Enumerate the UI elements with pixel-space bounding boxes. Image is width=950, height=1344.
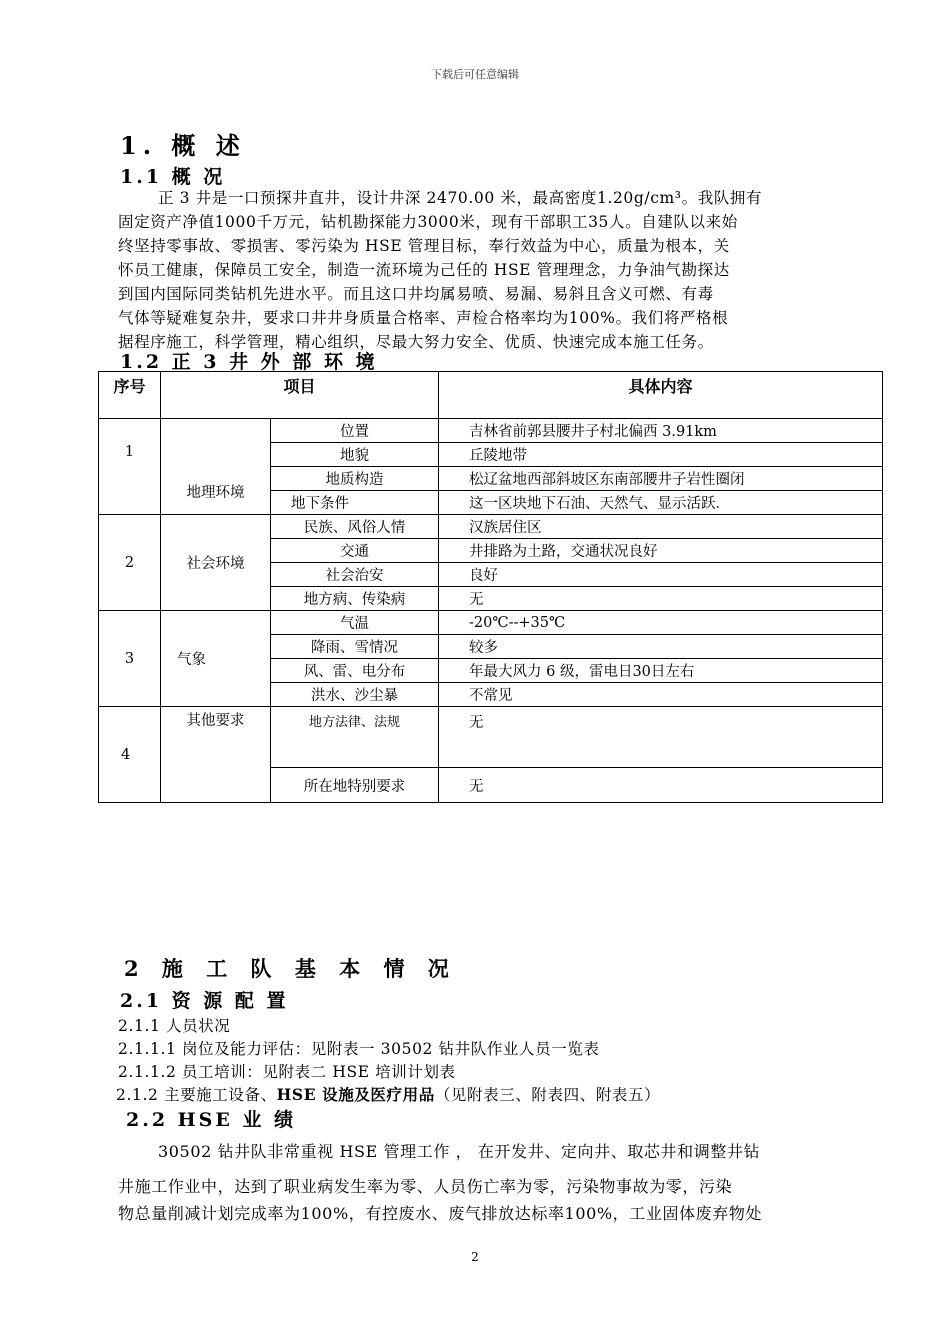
equipment-prefix: 2.1.2 主要施工设备、 bbox=[116, 1086, 277, 1104]
row-content: 吉林省前郭县腰井子村北偏西 3.91km bbox=[439, 419, 883, 443]
overview-line: 固定资产净值1000千万元，钻机勘探能力3000米，现有干部职工35人。自建队以来始 bbox=[118, 213, 738, 231]
page-header: 下载后可任意编辑 bbox=[431, 68, 519, 81]
row-content: 松辽盆地西部斜坡区东南部腰井子岩性圈闭 bbox=[439, 467, 883, 491]
row-content: 无 bbox=[439, 768, 883, 803]
row-item: 地貌 bbox=[271, 443, 439, 467]
row-content: 良好 bbox=[439, 563, 883, 587]
row-category: 地理环境 bbox=[161, 419, 271, 515]
table-row bbox=[99, 611, 883, 635]
overview-paragraph bbox=[118, 186, 830, 354]
row-content: 无 bbox=[439, 707, 883, 768]
row-item: 所在地特别要求 bbox=[271, 768, 439, 803]
row-content: 井排路为土路，交通状况良好 bbox=[439, 539, 883, 563]
overview-line: 正 3 井是一口预探井直井，设计井深 2470.00 米，最高密度1.20g/cm³。我队拥有 bbox=[158, 189, 763, 207]
overview-line: 到国内国际同类钻机先进水平。而且这口井均属易喷、易漏、易斜且含义可燃、有毒 bbox=[118, 285, 714, 303]
row-category: 气象 bbox=[161, 611, 271, 707]
section-2-2-title: 2.2 HSE 业 绩 bbox=[126, 1109, 297, 1131]
header-content: 具体内容 bbox=[439, 372, 883, 419]
row-content: 年最大风力 6 级，雷电日30日左右 bbox=[439, 659, 883, 683]
table-row bbox=[99, 707, 883, 768]
table-header-row bbox=[99, 372, 883, 419]
row-item: 降雨、雪情况 bbox=[271, 635, 439, 659]
page-number: 2 bbox=[471, 1250, 479, 1264]
row-content: 汉族居住区 bbox=[439, 515, 883, 539]
table-row bbox=[99, 515, 883, 539]
staff-training-line: 2.1.1.2 员工培训：见附表二 HSE 培训计划表 bbox=[118, 1063, 456, 1081]
row-content: -20℃--+35℃ bbox=[439, 611, 883, 635]
overview-line: 气体等疑难复杂井，要求口井井身质量合格率、声检合格率均为100%。我们将严格根 bbox=[118, 309, 729, 327]
overview-line: 据程序施工，科学管理，精心组织，尽最大努力安全、优质、快速完成本施工任务。 bbox=[118, 333, 714, 351]
row-no: 4 bbox=[99, 707, 161, 803]
row-item: 地方法律、法规 bbox=[271, 707, 439, 768]
row-no: 3 bbox=[99, 611, 161, 707]
row-content: 不常见 bbox=[439, 683, 883, 707]
row-item: 地下条件 bbox=[271, 491, 439, 515]
row-item: 社会治安 bbox=[271, 563, 439, 587]
section-1-2-title: 1.2 正 3 井 外 部 环 境 bbox=[120, 351, 378, 373]
table-row bbox=[99, 419, 883, 443]
performance-paragraph bbox=[118, 1138, 830, 1227]
header-item: 项目 bbox=[161, 372, 439, 419]
row-item: 气温 bbox=[271, 611, 439, 635]
row-category: 其他要求 bbox=[161, 707, 271, 803]
row-item: 地质构造 bbox=[271, 467, 439, 491]
staff-status-line: 2.1.1 人员状况 bbox=[118, 1017, 231, 1035]
section-1-title: 1. 概 述 bbox=[120, 131, 246, 160]
header-no: 序号 bbox=[99, 372, 161, 419]
row-content: 丘陵地带 bbox=[439, 443, 883, 467]
row-content: 无 bbox=[439, 587, 883, 611]
equipment-bold: HSE 设施及医疗用品 bbox=[276, 1085, 435, 1104]
performance-line: 井施工作业中，达到了职业病发生率为零、人员伤亡率为零，污染物事故为零，污染 bbox=[118, 1177, 733, 1196]
row-content: 这一区块地下石油、天然气、显示活跃． bbox=[439, 491, 883, 515]
row-item: 风、雷、电分布 bbox=[271, 659, 439, 683]
row-item: 位置 bbox=[271, 419, 439, 443]
equipment-suffix: （见附表三、附表四、附表五） bbox=[434, 1086, 661, 1104]
overview-line: 终坚持零事故、零损害、零污染为 HSE 管理目标，奉行效益为中心，质量为根本，关 bbox=[118, 237, 730, 255]
section-1-1-title: 1.1 概 况 bbox=[120, 166, 226, 188]
row-item: 民族、风俗人情 bbox=[271, 515, 439, 539]
row-no: 2 bbox=[99, 515, 161, 611]
performance-line: 30502 钻井队非常重视 HSE 管理工作 ， 在开发井、定向井、取芯井和调整井钻 bbox=[158, 1142, 761, 1161]
performance-line: 物总量削减计划完成率为100%，有控废水、废气排放达标率100%，工业固体废弃物处 bbox=[118, 1204, 763, 1223]
row-item: 地方病、传染病 bbox=[271, 587, 439, 611]
post-evaluation-line: 2.1.1.1 岗位及能力评估：见附表一 30502 钻井队作业人员一览表 bbox=[118, 1040, 600, 1058]
row-item: 洪水、沙尘暴 bbox=[271, 683, 439, 707]
equipment-line bbox=[116, 1083, 660, 1105]
row-content: 较多 bbox=[439, 635, 883, 659]
row-no: 1 bbox=[99, 419, 161, 515]
section-2-title: 2 施 工 队 基 本 情 况 bbox=[124, 956, 457, 981]
row-item: 交通 bbox=[271, 539, 439, 563]
row-category: 社会环境 bbox=[161, 515, 271, 611]
environment-table bbox=[98, 371, 883, 803]
section-2-1-title: 2.1 资 源 配 置 bbox=[120, 990, 289, 1012]
overview-line: 怀员工健康，保障员工安全，制造一流环境为己任的 HSE 管理理念，力争油气勘探达 bbox=[118, 261, 730, 279]
